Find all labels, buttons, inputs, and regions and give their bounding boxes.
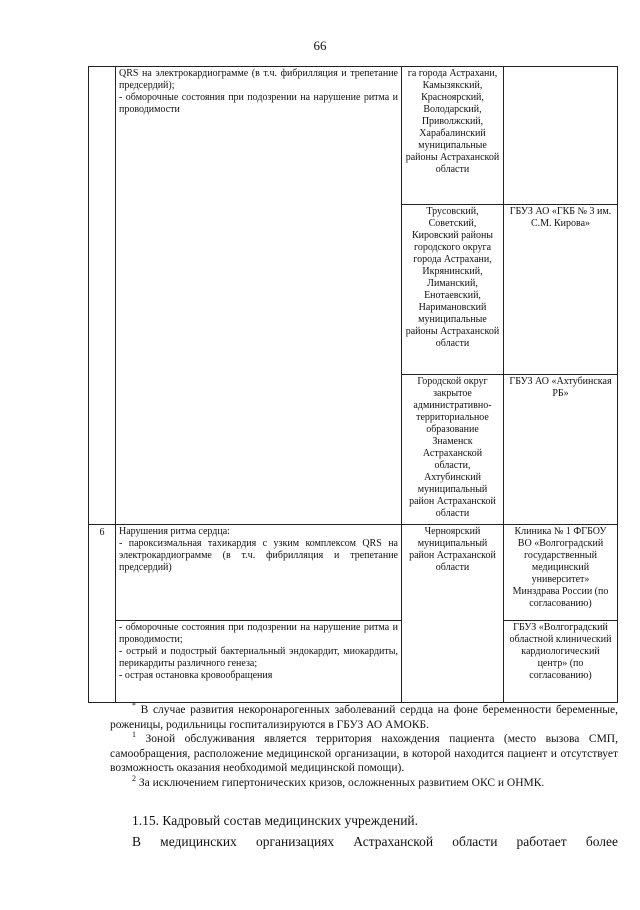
row-number-cell: 6 xyxy=(89,525,116,703)
diagnosis-cell xyxy=(116,67,402,525)
footnote-mark: 1 xyxy=(132,730,136,740)
row-number-cell xyxy=(89,67,116,525)
footnote xyxy=(110,773,618,791)
table-row xyxy=(89,67,618,205)
body-paragraph: В медицинских организациях Астраханской области работает более xyxy=(132,834,618,849)
diagnosis-line: - обморочные состояния при подозрении на нарушение ритма и проводимости xyxy=(119,92,398,115)
footnote-text: В случае развития некоронарогенных заболеваний сердца на фоне беременности беременные, роженицы, родильницы госпитализируются в ГБУЗ АО АМОКБ. xyxy=(110,704,619,731)
facility-cell: ГБУЗ АО «ГКБ № 3 им. С.М. Кирова» xyxy=(504,205,618,375)
service-area-cell: Трусовский, Советский, Кировский районы городского округа города Астрахани, Икрянинский, Лиманский, Енотаевский, Наримановский муниципальные районы Астраханской области xyxy=(402,205,504,375)
service-area-cell: Черноярский муниципальный район Астраханской области xyxy=(402,525,504,703)
diagnosis-line: - пароксизмальная тахикардия с узким комплексом QRS на электрокардиограмме (в т.ч. фибрилляция и трепетание предсердий) xyxy=(119,538,398,573)
diagnosis-line: - острая остановка кровообращения xyxy=(119,670,273,681)
footnote-text: За исключением гипертонических кризов, осложненных развитием ОКС и ОНМК. xyxy=(138,776,545,789)
footnote xyxy=(110,732,618,776)
diagnosis-line: - острый и подострый бактериальный эндокардит, миокардиты, перикардиты различного генеза; xyxy=(119,646,398,669)
footnotes xyxy=(110,703,618,790)
facility-cell: Клиника № 1 ФГБОУ ВО «Волгоградский государственный медицинский университет» Минздрава России (по согласованию) xyxy=(504,525,618,621)
diagnosis-cell xyxy=(116,621,402,703)
footnote xyxy=(110,703,618,732)
diagnosis-line: QRS на электрокардиограмме (в т.ч. фибрилляция и трепетание предсердий); xyxy=(119,68,398,91)
diagnosis-line: - обморочные состояния при подозрении на нарушение ритма и проводимости; xyxy=(119,622,398,645)
footnote-text: Зоной обслуживания является территория нахождения пациента (место вызова СМП, самообращения, расположение медицинской организации, в которой находится пациент и отсутствует возможность оказания необходимой медицинской помощи). xyxy=(110,733,618,774)
footnote-mark: * xyxy=(132,701,136,711)
page-number: 66 xyxy=(313,38,327,53)
section-title: 1.15. Кадровый состав медицинских учреждений. xyxy=(132,813,419,828)
facility-cell: ГБУЗ АО «Ахтубинская РБ» xyxy=(504,375,618,525)
routing-table xyxy=(88,66,618,703)
facility-cell: ГБУЗ «Волгоградский областной клинический кардиологический центр» (по согласованию) xyxy=(504,621,618,703)
footnote-mark: 2 xyxy=(132,773,136,783)
service-area-cell: Городской округ закрытое административно-территориальное образование Знаменск Астраханской области, Ахтубинский муниципальный район Астраханской области xyxy=(402,375,504,525)
service-area-cell: га города Астрахани, Камызякский, Красноярский, Володарский, Приволжский, Харабалинский муниципальные районы Астраханской области xyxy=(402,67,504,205)
table-row xyxy=(89,525,618,621)
diagnosis-cell xyxy=(116,525,402,621)
table-row xyxy=(89,621,618,703)
diagnosis-line: Нарушения ритма сердца: xyxy=(119,526,230,537)
facility-cell xyxy=(504,67,618,205)
